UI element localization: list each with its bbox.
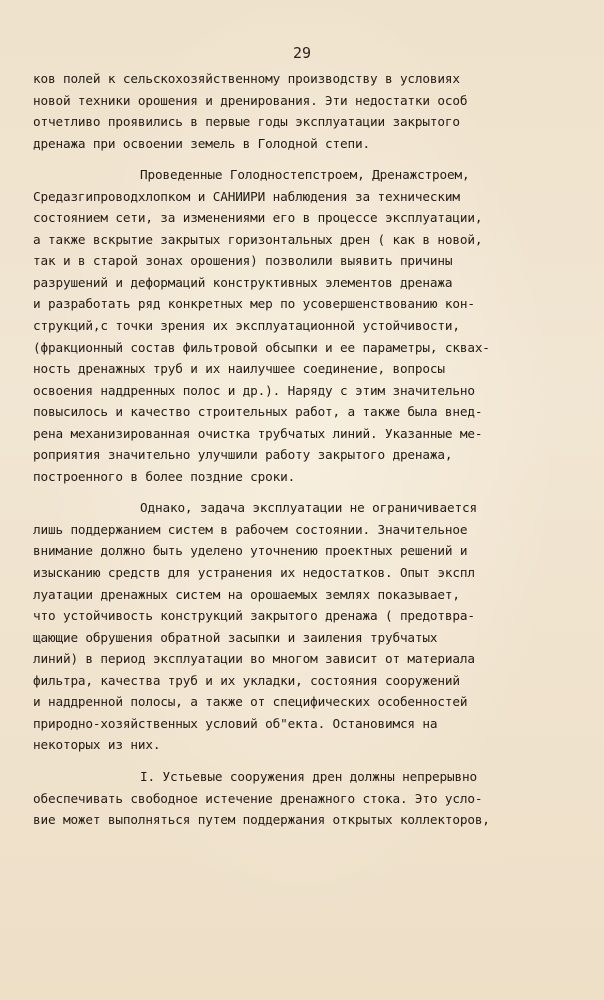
paragraph-3 <box>33 497 603 756</box>
text-line: изысканию средств для устранения их недостатков. Опыт экспл <box>33 565 475 581</box>
text-line: лишь поддержанием систем в рабочем состоянии. Значительное <box>33 521 468 537</box>
paragraph-4 <box>33 766 603 831</box>
text-line: отчетливо проявились в первые годы эксплуатации закрытого <box>33 114 460 130</box>
text-line: фильтра, качества труб и их укладки, состояния сооружений <box>33 672 460 688</box>
text-line: щающие обрушения обратной засыпки и заиления трубчатых <box>33 629 438 645</box>
text-line: линий) в период эксплуатации во многом зависит от материала <box>33 651 475 667</box>
text-line: что устойчивость конструкций закрытого дренажа ( предотвра- <box>33 608 475 624</box>
text-line: новой техники орошения и дренирования. Эти недостатки особ <box>33 92 468 108</box>
page-number: 29 <box>292 44 312 62</box>
text-line: струкций,с точки зрения их эксплуатационной устойчивости, <box>33 318 460 334</box>
text-line: освоения наддренных полос и др.). Наряду с этим значительно <box>33 382 475 398</box>
text-line: (фракционный состав фильтровой обсыпки и ее параметры, сквах- <box>33 339 490 355</box>
text-line: состоянием сети, за изменениями его в процессе эксплуатации, <box>33 210 483 226</box>
text-line: обеспечивать свободное истечение дренажного стока. Это усло- <box>33 790 483 806</box>
text-line: повысилось и качество строительных работ, а также была внед- <box>33 404 483 420</box>
text-line: рена механизированная очистка трубчатых линий. Указанные ме- <box>33 425 483 441</box>
text-line: дренажа при освоении земель в Голодной степи. <box>33 135 370 151</box>
text-line: и наддренной полосы, а также от специфических особенностей <box>33 694 468 710</box>
text-line: разрушений и деформаций конструктивных элементов дренажа <box>33 274 453 290</box>
text-line: построенного в более поздние сроки. <box>33 468 296 484</box>
paragraph-1 <box>33 68 603 154</box>
text-line: внимание должно быть уделено уточнению проектных решений и <box>33 543 468 559</box>
text-line: некоторых из них. <box>33 737 161 753</box>
text-line: Средазгипроводхлопком и САНИИРИ наблюдения за техническим <box>33 188 460 204</box>
text-line: Однако, задача эксплуатации не ограничивается <box>140 500 477 516</box>
text-line: а также вскрытие закрытых горизонтальных дрен ( как в новой, <box>33 231 483 247</box>
text-line: так и в старой зонах орошения) позволили выявить причины <box>33 253 453 269</box>
text-line: ность дренажных труб и их наилучшее соединение, вопросы <box>33 361 445 377</box>
text-line: I. Устьевые сооружения дрен должны непрерывно <box>140 768 477 784</box>
text-line: Проведенные Голодностепстроем, Дренажстроем, <box>140 167 470 183</box>
text-line: вие может выполняться путем поддержания открытых коллекторов, <box>33 812 490 828</box>
paragraph-2 <box>33 164 603 487</box>
text-line: роприятия значительно улучшили работу закрытого дренажа, <box>33 447 453 463</box>
body-text <box>33 68 603 831</box>
text-line: природно-хозяйственных условий об"екта. Остановимся на <box>33 715 438 731</box>
text-line: и разработать ряд конкретных мер по усовершенствованию кон- <box>33 296 475 312</box>
text-line: ков полей к сельскохозяйственному производству в условиях <box>33 71 460 86</box>
text-line: луатации дренажных систем на орошаемых землях показывает, <box>33 586 460 602</box>
